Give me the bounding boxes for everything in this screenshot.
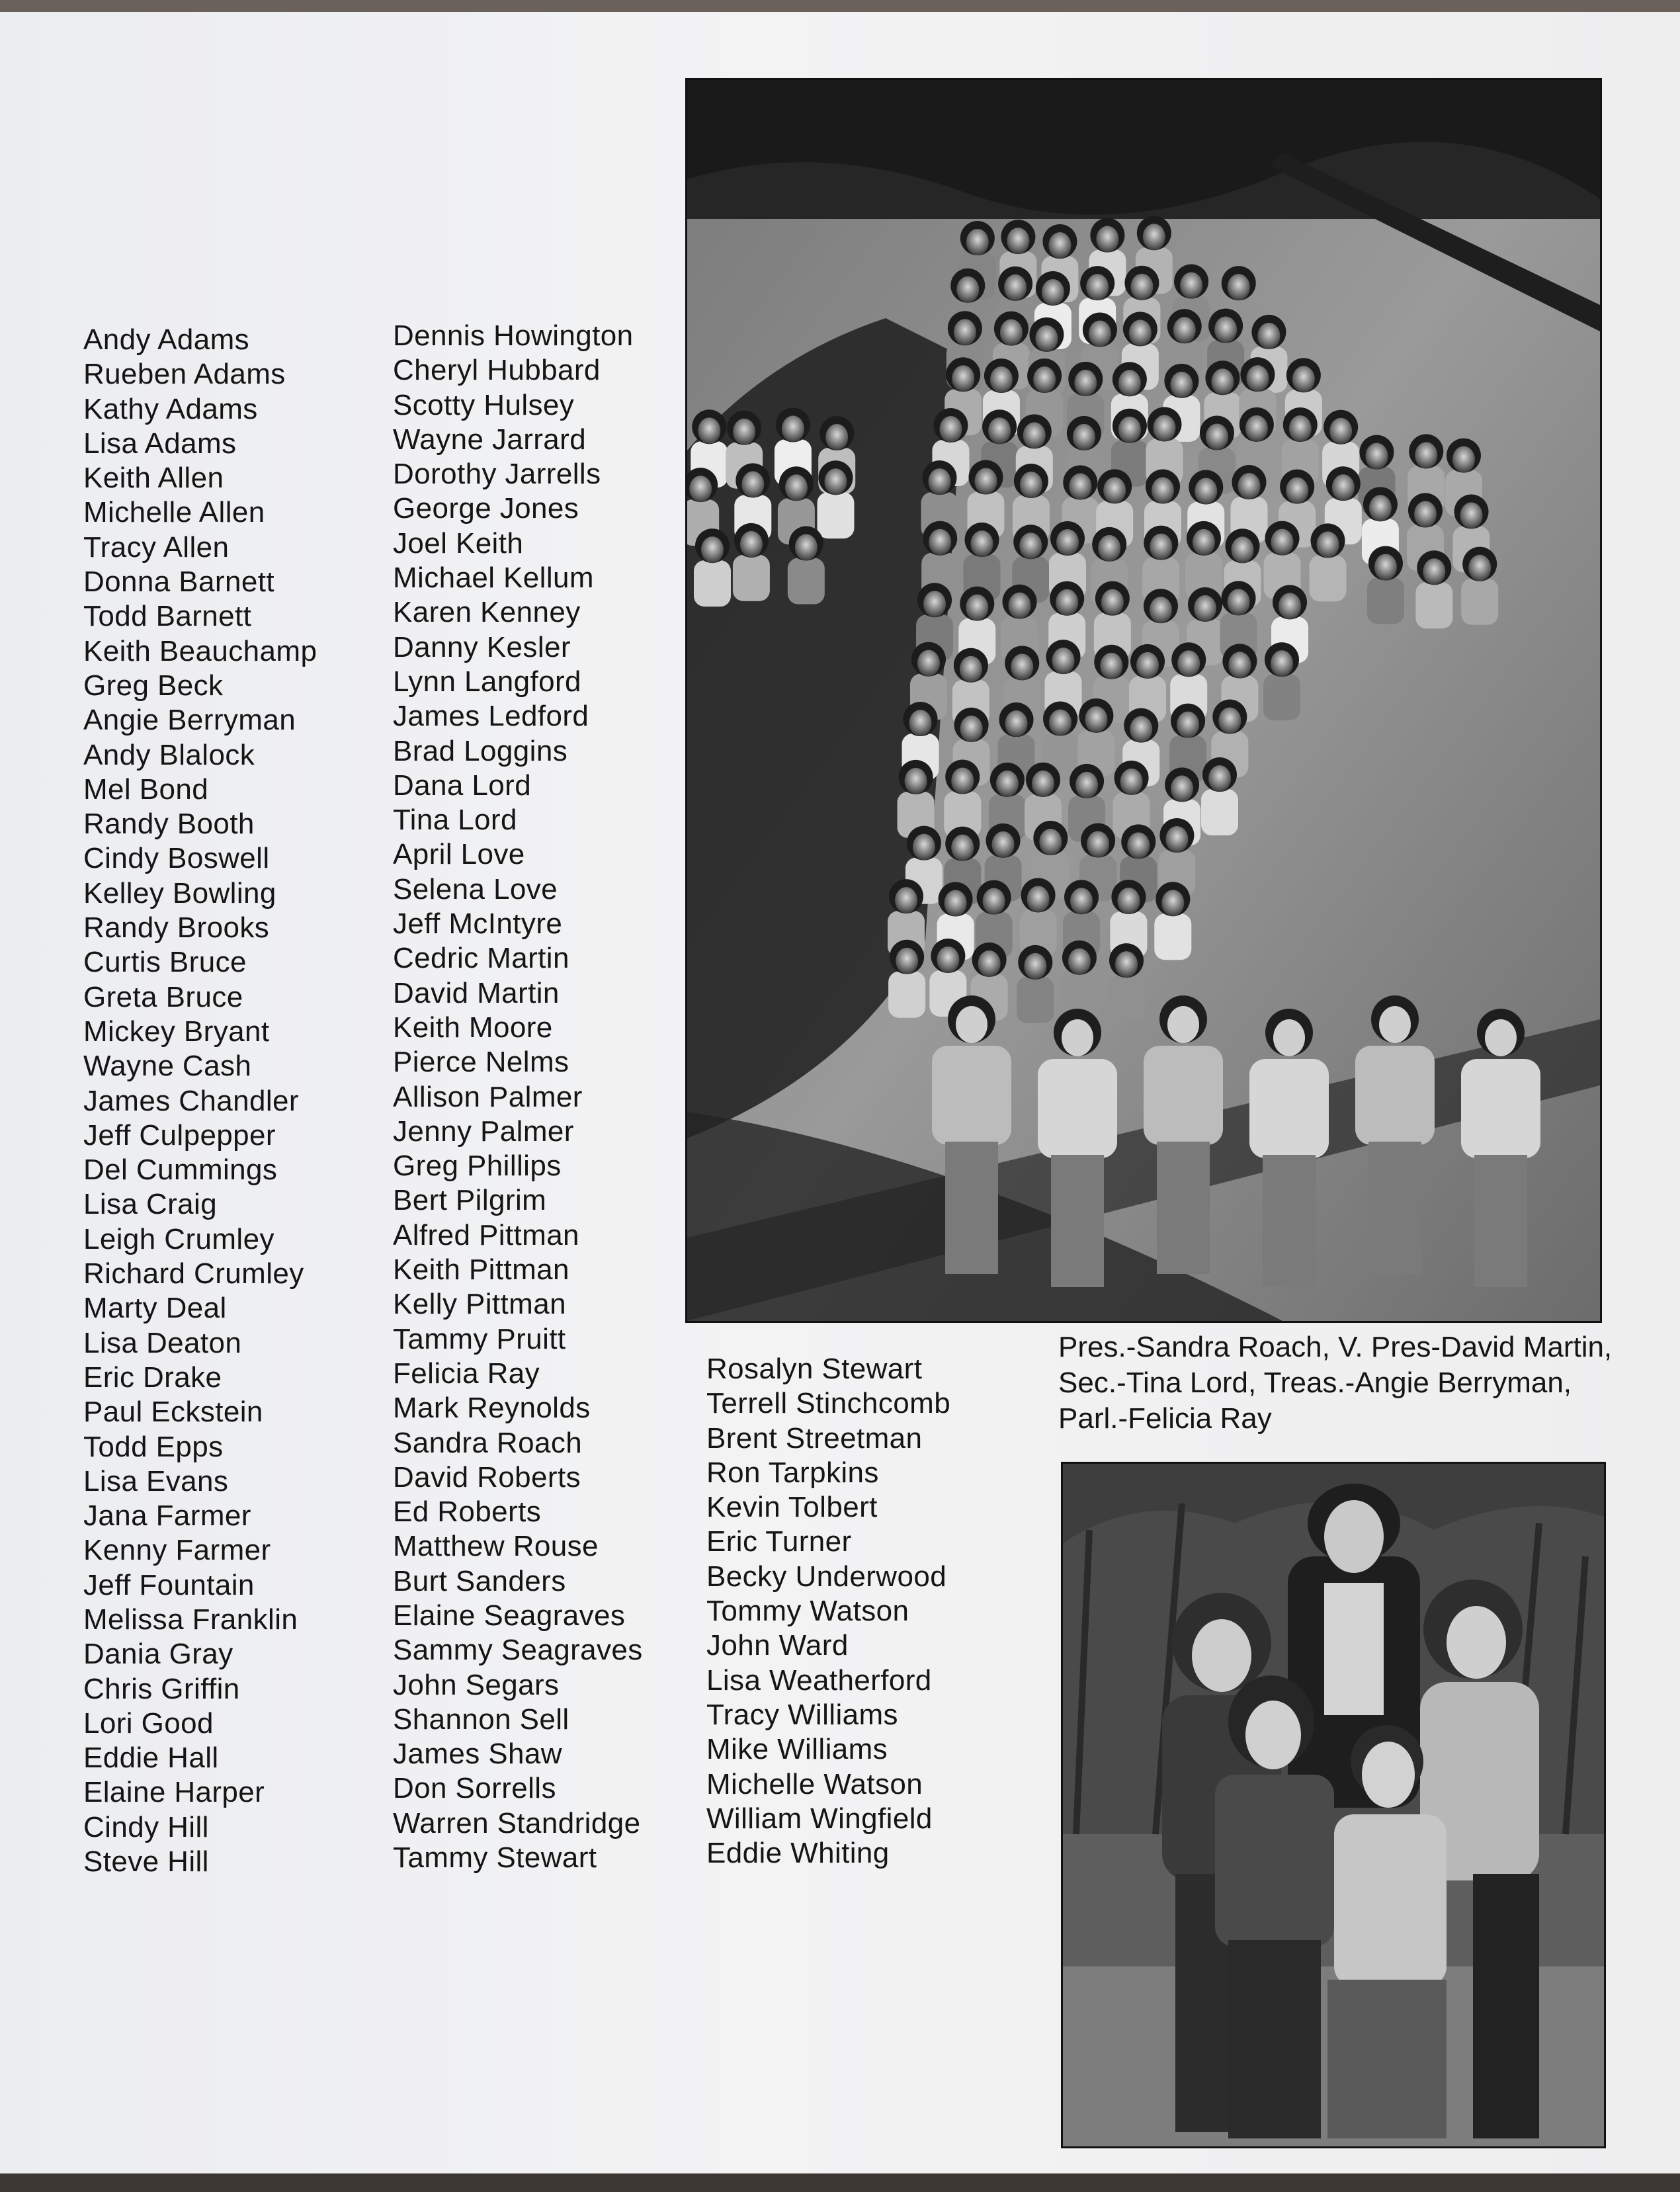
roster-name: Bert Pilgrim xyxy=(393,1184,547,1217)
roster-name: Leigh Crumley xyxy=(83,1222,274,1255)
roster-name: James Chandler xyxy=(83,1084,299,1117)
roster-name: Dana Lord xyxy=(393,769,532,802)
roster-name: Tommy Watson xyxy=(706,1595,909,1628)
roster-name: Randy Booth xyxy=(83,808,255,841)
roster-name: John Segars xyxy=(393,1668,560,1701)
roster-name: Jenny Palmer xyxy=(393,1115,574,1148)
roster-name: Mark Reynolds xyxy=(393,1392,591,1425)
roster-name: Becky Underwood xyxy=(706,1560,947,1593)
roster-name: Pierce Nelms xyxy=(393,1046,569,1079)
roster-name: Eric Drake xyxy=(83,1361,222,1394)
roster-name: Kelley Bowling xyxy=(83,876,276,909)
roster-column-3 xyxy=(706,1352,950,1871)
roster-name: Cindy Boswell xyxy=(83,842,270,875)
roster-name: Rueben Adams xyxy=(83,358,286,391)
roster-name: Cheryl Hubbard xyxy=(393,354,601,387)
roster-name: Alfred Pittman xyxy=(393,1218,579,1251)
roster-name: Ron Tarpkins xyxy=(706,1456,879,1489)
roster-name: Jana Farmer xyxy=(83,1499,251,1533)
roster-name: Cindy Hill xyxy=(83,1810,209,1843)
roster-name: Jeff McIntyre xyxy=(393,907,563,941)
roster-name: Kenny Farmer xyxy=(83,1534,271,1567)
roster-name: Lisa Weatherford xyxy=(706,1664,932,1697)
roster-name: William Wingfield xyxy=(706,1802,933,1835)
roster-name: Michael Kellum xyxy=(393,562,594,595)
roster-name: Shannon Sell xyxy=(393,1703,569,1736)
roster-name: Tammy Pruitt xyxy=(393,1322,566,1355)
roster-name: Burt Sanders xyxy=(393,1564,566,1597)
roster-name: Michelle Allen xyxy=(83,496,265,529)
roster-name: April Love xyxy=(393,838,525,871)
roster-name: Sammy Seagraves xyxy=(393,1634,643,1667)
roster-name: Lisa Craig xyxy=(83,1188,218,1221)
roster-name: Melissa Franklin xyxy=(83,1603,298,1636)
roster-name: Greta Bruce xyxy=(83,980,243,1013)
roster-name: Tina Lord xyxy=(393,804,517,837)
roster-name: Mickey Bryant xyxy=(83,1015,270,1048)
roster-name: Mike Williams xyxy=(706,1733,888,1766)
roster-name: Andy Adams xyxy=(83,323,250,356)
roster-name: Marty Deal xyxy=(83,1292,227,1325)
binding-edge-top xyxy=(0,0,1680,12)
roster-name: Sandra Roach xyxy=(393,1426,583,1459)
roster-name: George Jones xyxy=(393,492,579,525)
roster-name: Tracy Williams xyxy=(706,1698,898,1731)
roster-name: Steve Hill xyxy=(83,1845,209,1878)
roster-name: Rosalyn Stewart xyxy=(706,1353,923,1385)
roster-name: Keith Beauchamp xyxy=(83,634,317,667)
roster-name: Randy Brooks xyxy=(83,911,270,945)
roster-name: Cedric Martin xyxy=(393,942,569,975)
roster-name: James Ledford xyxy=(393,700,589,733)
officers-caption: Pres.-Sandra Roach, V. Pres-David Martin, Sec.-Tina Lord, Treas.-Angie Berryman, Parl.-Felicia Ray xyxy=(1058,1331,1613,1435)
roster-name: Brad Loggins xyxy=(393,734,568,767)
roster-name: Lisa Deaton xyxy=(83,1326,242,1359)
roster-name: Ed Roberts xyxy=(393,1496,542,1529)
binding-edge-bottom xyxy=(0,2173,1680,2192)
roster-name: Todd Barnett xyxy=(83,600,252,633)
roster-name: Kevin Tolbert xyxy=(706,1491,878,1524)
roster-name: Michelle Watson xyxy=(706,1767,923,1800)
roster-name: Allison Palmer xyxy=(393,1080,583,1113)
roster-name: Wayne Jarrard xyxy=(393,423,587,456)
roster-name: John Ward xyxy=(706,1629,849,1662)
roster-name: Eddie Whiting xyxy=(706,1837,890,1870)
roster-name: Eric Turner xyxy=(706,1525,852,1558)
roster-name: Donna Barnett xyxy=(83,566,274,599)
roster-name: Joel Keith xyxy=(393,527,524,560)
roster-name: Paul Eckstein xyxy=(83,1396,263,1429)
roster-name: Chris Griffin xyxy=(83,1672,240,1705)
roster-name: Todd Epps xyxy=(83,1430,224,1463)
roster-name: Felicia Ray xyxy=(393,1357,540,1390)
roster-name: Elaine Seagraves xyxy=(393,1599,626,1632)
roster-name: Keith Moore xyxy=(393,1011,553,1044)
roster-name: Curtis Bruce xyxy=(83,946,247,979)
roster-name: Greg Beck xyxy=(83,669,224,702)
roster-name: Selena Love xyxy=(393,872,558,906)
class-group-photo xyxy=(685,78,1602,1323)
roster-name: Angie Berryman xyxy=(83,704,296,737)
roster-name: Kelly Pittman xyxy=(393,1288,566,1321)
roster-name: Greg Phillips xyxy=(393,1150,562,1183)
roster-name: James Shaw xyxy=(393,1738,562,1771)
roster-name: Lisa Evans xyxy=(83,1464,229,1497)
roster-column-2 xyxy=(393,319,643,1875)
roster-name: Kathy Adams xyxy=(83,392,258,425)
roster-name: Karen Kenney xyxy=(393,596,581,629)
class-officers-photo xyxy=(1061,1462,1606,2148)
roster-name: Richard Crumley xyxy=(83,1257,304,1290)
roster-name: Warren Standridge xyxy=(393,1806,641,1839)
roster-name: Keith Allen xyxy=(83,462,224,495)
roster-name: Lynn Langford xyxy=(393,665,581,698)
roster-name: David Roberts xyxy=(393,1460,581,1494)
roster-name: Andy Blalock xyxy=(83,738,255,771)
roster-name: Elaine Harper xyxy=(83,1776,265,1809)
roster-name: Dania Gray xyxy=(83,1638,233,1671)
roster-name: Matthew Rouse xyxy=(393,1530,599,1563)
roster-name: Terrell Stinchcomb xyxy=(706,1387,951,1420)
roster-name: Tracy Allen xyxy=(83,530,230,564)
roster-name: Don Sorrells xyxy=(393,1772,556,1805)
roster-name: David Martin xyxy=(393,976,560,1009)
roster-name: Jeff Fountain xyxy=(83,1568,255,1601)
roster-column-1 xyxy=(83,323,317,1879)
roster-name: Danny Kesler xyxy=(393,630,571,663)
roster-name: Scotty Hulsey xyxy=(393,388,575,421)
roster-name: Dennis Howington xyxy=(393,319,634,352)
roster-name: Wayne Cash xyxy=(83,1050,252,1083)
roster-name: Jeff Culpepper xyxy=(83,1118,276,1152)
roster-name: Mel Bond xyxy=(83,773,209,806)
roster-name: Tammy Stewart xyxy=(393,1841,597,1875)
roster-name: Del Cummings xyxy=(83,1154,278,1187)
roster-name: Eddie Hall xyxy=(83,1742,219,1775)
roster-name: Dorothy Jarrells xyxy=(393,458,601,491)
roster-name: Brent Streetman xyxy=(706,1421,923,1454)
roster-name: Lori Good xyxy=(83,1707,214,1740)
roster-name: Lisa Adams xyxy=(83,427,237,460)
roster-name: Keith Pittman xyxy=(393,1253,569,1286)
